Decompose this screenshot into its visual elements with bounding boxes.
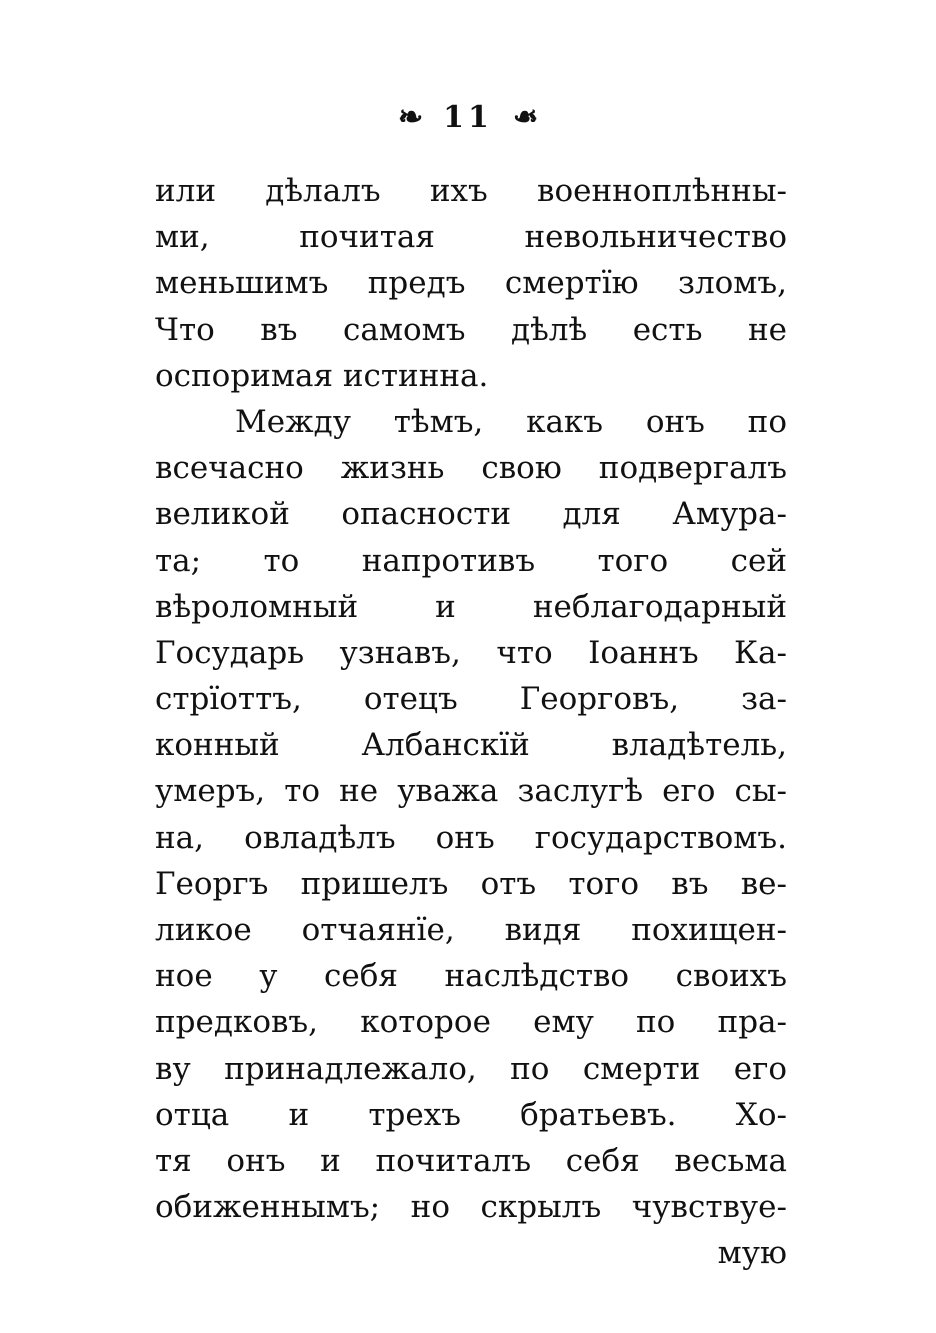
- text-line: или дѣлалъ ихъ военноплѣнны-: [155, 173, 787, 209]
- text-line: великой опасности для Амура-: [155, 496, 787, 533]
- text-line: ликое отчаянїе, видя похищен-: [155, 912, 787, 948]
- text-line: предковъ, которое ему по пра-: [155, 1004, 787, 1041]
- text-line: ми, почитая невольничество: [155, 219, 787, 256]
- page-number: 11: [443, 100, 493, 135]
- text-line: ву принадлежало, по смерти его: [155, 1050, 787, 1087]
- text-line: всечасно жизнь свою подвергалъ: [155, 450, 787, 487]
- paragraph-start-line: Между тѣмъ, какъ онъ по: [235, 403, 787, 440]
- text-line: Георгъ пришелъ отъ того въ ве-: [155, 865, 787, 902]
- text-line: Государь узнавъ, что Іоаннъ Ка-: [155, 634, 787, 671]
- text-line: вѣроломный и неблагодарный: [155, 588, 787, 625]
- right-ornament-icon: ❧: [508, 99, 539, 135]
- text-line: умеръ, то не уважа заслугѣ его сы-: [155, 773, 787, 810]
- body-text: [155, 168, 787, 1277]
- left-ornament-icon: ❧: [397, 99, 428, 135]
- text-line: ное у себя наслѣдство своихъ: [155, 958, 787, 995]
- text-line: Что въ самомъ дѣлѣ есть не: [155, 311, 787, 348]
- catchword: мую: [717, 1235, 787, 1272]
- text-line: отца и трехъ братьевъ. Хо-: [155, 1096, 787, 1133]
- text-line: обиженнымъ; но скрылъ чувствуе-: [155, 1189, 787, 1226]
- text-line: конный Албанскїй владѣтель,: [155, 727, 787, 764]
- text-line: меньшимъ предъ смертїю зломъ,: [155, 265, 787, 302]
- page-header: [0, 100, 936, 135]
- text-line: та; то напротивъ того сей: [155, 542, 787, 579]
- text-line: оспоримая истинна.: [155, 357, 489, 394]
- text-line: на, овладѣлъ онъ государствомъ.: [155, 819, 787, 856]
- text-line: тя онъ и почиталъ себя весьма: [155, 1142, 787, 1179]
- text-line: стрїоттъ, отецъ Георговъ, за-: [155, 681, 787, 718]
